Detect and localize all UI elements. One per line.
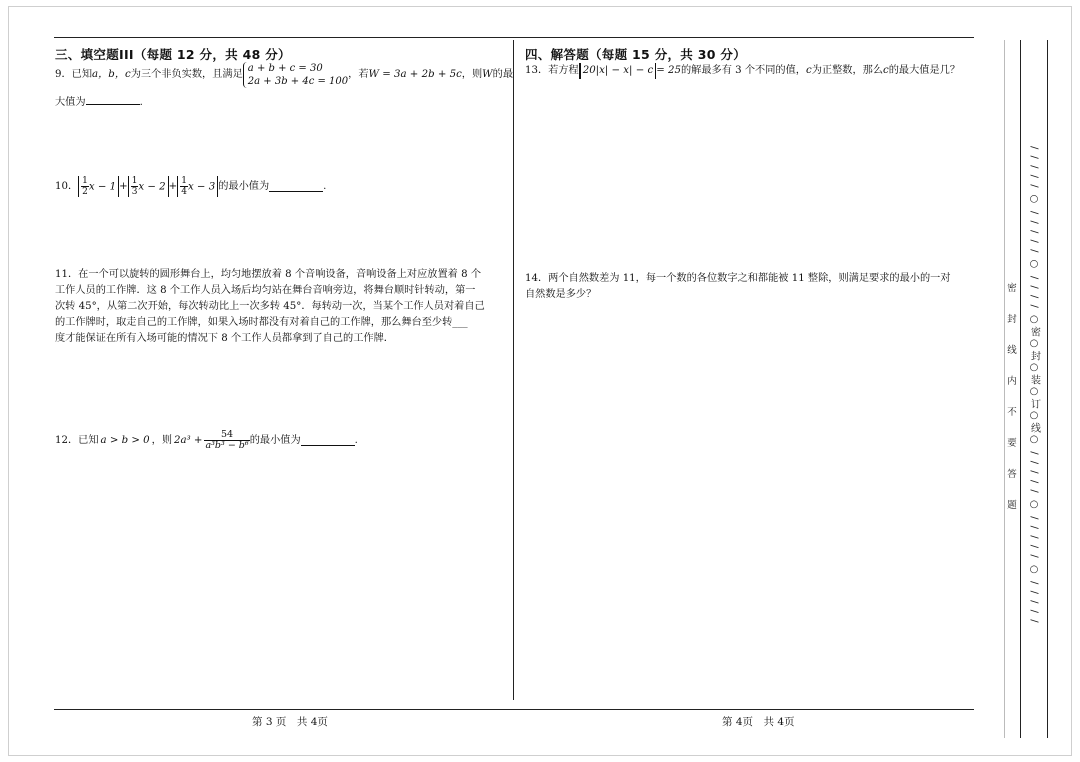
notice-char: 不 [1007,407,1017,418]
q10-t3-den: 4 [181,187,187,197]
q9-text3: ，则 [461,69,483,80]
page-number-right: 第 4页 共 4页 [722,716,795,728]
seal-line-text: / / / / / ○ / / / / / ○ / / / / ○密○封○装○订○线○ / / / / / ○ / / / / / ○ / / / / / [1028,145,1040,625]
q10-plus2: + [168,180,178,192]
q12-condition: a > b > 0 [100,434,150,446]
q10-t1-rest: x − 1 [88,181,117,193]
notice-char: 要 [1007,438,1017,449]
q12-expr-lead: 2a³ + [174,434,203,446]
q10-term1 [78,176,119,197]
q10-term2 [128,176,169,197]
q13-prefix: 13．若方程 [525,65,579,76]
q10-text: 的最小值为 [218,180,270,192]
q12-prefix: 12．已知 [55,434,99,446]
binding-line-left [1020,40,1021,738]
q9-eq1: a + b + c = 30 [247,63,323,74]
q11-line: 的工作牌时，取走自己的工作牌，如果入场时都没有对着自己的工作牌，那么舞台至少转___ [55,317,468,328]
q9-end: . [139,97,143,108]
q12-text2: 的最小值为 [249,434,301,446]
notice-char: 题 [1007,500,1017,511]
q13-text1: 的解最多有 3 个不同的值， [680,65,806,76]
notice-char: 答 [1007,469,1017,480]
q10-answer-blank[interactable] [269,181,323,192]
section-title-answer: 四、解答题（每题 15 分，共 30 分） [525,47,746,62]
top-rule [54,37,974,38]
q11-line: 次转 45°，从第二次开始，每次转动比上一次多转 45°．每转动一次，当某个工作人员对着自己 [55,301,485,312]
q10-t2-den: 3 [131,187,138,197]
question-11 [55,267,507,347]
q10-t2-num: 1 [131,176,138,186]
q9-vars: a，b，c [92,69,131,80]
q12-fraction [204,430,249,451]
q10-t1-den: 2 [82,187,88,197]
q11-line: 11．在一个可以旋转的圆形舞台上，均匀地摆放着 8 个音响设备，音响设备上对应放置着 8 个 [55,269,482,280]
q10-plus1: + [119,180,128,192]
q10-prefix: 10． [55,180,79,192]
q9-w: W [482,69,493,80]
q13-c2: c [883,65,889,76]
question-10 [55,176,505,197]
q13-abs-expression: 20|x| − x| − c [579,63,656,79]
question-9 [55,62,514,111]
q10-term3 [177,176,218,197]
section-title-fill-in: 三、填空题III（每题 12 分，共 48 分） [55,47,291,62]
q12-frac-num: 54 [204,430,249,441]
q12-answer-blank[interactable] [301,435,355,446]
q9-w-expression: W = 3a + 2b + 5c [368,69,462,80]
notice-char: 密 [1007,283,1017,294]
question-14 [525,271,977,303]
q10-t3-num: 1 [181,176,187,186]
q10-end: . [323,180,327,192]
q13-text3: 的最大值是几？ [888,65,961,76]
q9-text2: ，若 [348,69,369,80]
notice-char: 线 [1007,345,1017,356]
notice-char: 内 [1007,376,1017,387]
q14-line1: 14．两个自然数差为 11，每一个数的各位数字之和都能被 11 整除，则满足要求的最小的一对 [525,273,951,284]
seal-line-strip [1024,140,1044,630]
q13-text2: 为正整数，那么 [811,65,884,76]
binding-line-right [1047,40,1048,738]
q11-line: 度才能保证在所有入场可能的情况下 8 个工作人员都拿到了自己的工作牌． [55,333,394,344]
notice-char: 封 [1007,314,1017,325]
q10-t3-rest: x − 3 [187,181,216,193]
q11-line: 工作人员的工作牌．这 8 个工作人员入场后均匀站在舞台音响旁边，将舞台顺时针转动，第一 [55,285,476,296]
question-13 [525,63,975,79]
q9-answer-blank[interactable] [86,94,140,105]
column-divider [513,40,514,700]
q9-prefix: 9．已知 [55,69,93,80]
q9-text1: 为三个非负实数，且满足 [130,69,243,80]
q12-frac-den: a³b³ − b⁶ [205,440,249,451]
q9-eq2: 2a + 3b + 4c = 100 [247,76,349,87]
q13-c: c [805,65,812,76]
no-answer-notice [1004,280,1020,511]
q14-line2: 自然数是多少？ [525,289,597,300]
q9-line2: 大值为 [55,97,86,108]
q13-eq-rhs: = 25 [656,65,681,76]
q12-end: . [354,434,358,446]
question-12 [55,430,505,451]
page-number-left: 第 3 页 共 4页 [252,716,328,728]
q10-t2-rest: x − 2 [138,181,166,193]
q12-text1: ，则 [151,434,173,446]
q10-t1-num: 1 [82,176,88,186]
q9-equation-system [243,62,348,88]
paper-sheet [8,6,1072,756]
q9-text4: 的最 [492,69,514,80]
bottom-rule [54,709,974,710]
